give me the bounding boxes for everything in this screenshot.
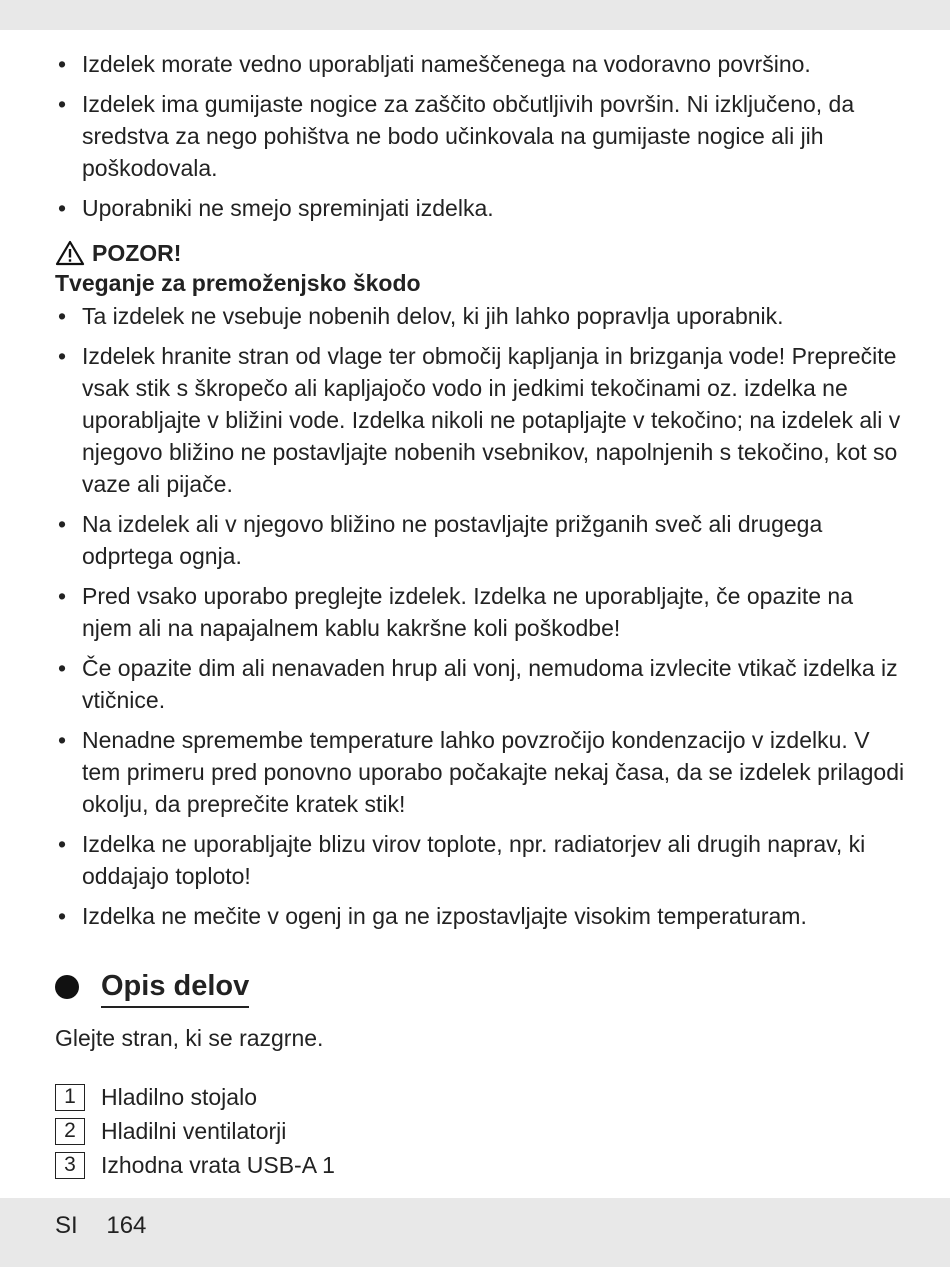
list-item: • Izdelka ne mečite v ogenj in ga ne izpostavljajte visokim temperaturam.: [55, 900, 905, 932]
list-item: • Uporabniki ne smejo spreminjati izdelka.: [55, 192, 905, 224]
part-item: [55, 1148, 905, 1182]
bullet-list-top: [55, 48, 905, 224]
page-content: [55, 48, 905, 1182]
parts-list: [55, 1080, 905, 1182]
list-item: • Izdelek hranite stran od vlage ter območij kapljanja in brizganja vode! Preprečite vsak stik s škropečo ali kapljajočo vodo in jedkimi tekočinami oz. izdelka ne uporabljajte v bližini vode. Izdelka nikoli ne potapljajte v tekočino; na izdelek ali v njegovo bližino ne postavljajte nobenih vsebnikov, napolnjenih s tekočino, kot so vaze ali pijače.: [55, 340, 905, 500]
part-label: Izhodna vrata USB-A 1: [101, 1152, 335, 1178]
list-item: • Na izdelek ali v njegovo bližino ne postavljajte prižganih sveč ali drugega odprtega ognja.: [55, 508, 905, 572]
list-item: • Pred vsako uporabo preglejte izdelek. Izdelka ne uporabljajte, če opazite na njem ali na napajalnem kablu kakršne koli poškodbe!: [55, 580, 905, 644]
warning-triangle-icon: [55, 240, 85, 266]
list-item: • Ta izdelek ne vsebuje nobenih delov, ki jih lahko popravlja uporabnik.: [55, 300, 905, 332]
warning-subtitle: Tveganje za premoženjsko škodo: [55, 270, 421, 296]
list-item: • Nenadne spremembe temperature lahko povzročijo kondenzacijo v izdelku. V tem primeru pred ponovno uporabo počakajte nekaj časa, da se izdelek prilagodi okolju, da preprečite kratek stik!: [55, 724, 905, 820]
part-item: [55, 1114, 905, 1148]
section-heading: [55, 966, 905, 1008]
part-label: Hladilno stojalo: [101, 1084, 257, 1110]
part-label: Hladilni ventilatorji: [101, 1118, 287, 1144]
top-band: [0, 0, 950, 30]
bullet-list-warning: [55, 300, 905, 932]
list-item: • Če opazite dim ali nenavaden hrup ali vonj, nemudoma izvlecite vtikač izdelka iz vtičnice.: [55, 652, 905, 716]
footer-text: [55, 1210, 146, 1242]
list-item: • Izdelka ne uporabljajte blizu virov toplote, npr. radiatorjev ali drugih naprav, ki oddajajo toploto!: [55, 828, 905, 892]
list-item: • Izdelek morate vedno uporabljati nameščenega na vodoravno površino.: [55, 48, 905, 80]
section-intro: Glejte stran, ki se razgrne.: [55, 1025, 324, 1051]
section-title: Opis delov: [101, 966, 249, 1008]
section-bullet-icon: [55, 975, 79, 999]
page-number: 164: [106, 1212, 147, 1239]
warning-heading: [55, 238, 905, 268]
footer-language: SI: [55, 1212, 78, 1239]
part-number: 1: [55, 1084, 85, 1111]
list-item: • Izdelek ima gumijaste nogice za zaščito občutljivih površin. Ni izključeno, da sredstva za nego pohištva ne bodo učinkovala na gumijaste nogice ali jih poškodovala.: [55, 88, 905, 184]
page-footer: [0, 1198, 950, 1267]
part-item: [55, 1080, 905, 1114]
warning-title: POZOR!: [92, 240, 182, 266]
part-number: 2: [55, 1118, 85, 1145]
part-number: 3: [55, 1152, 85, 1179]
